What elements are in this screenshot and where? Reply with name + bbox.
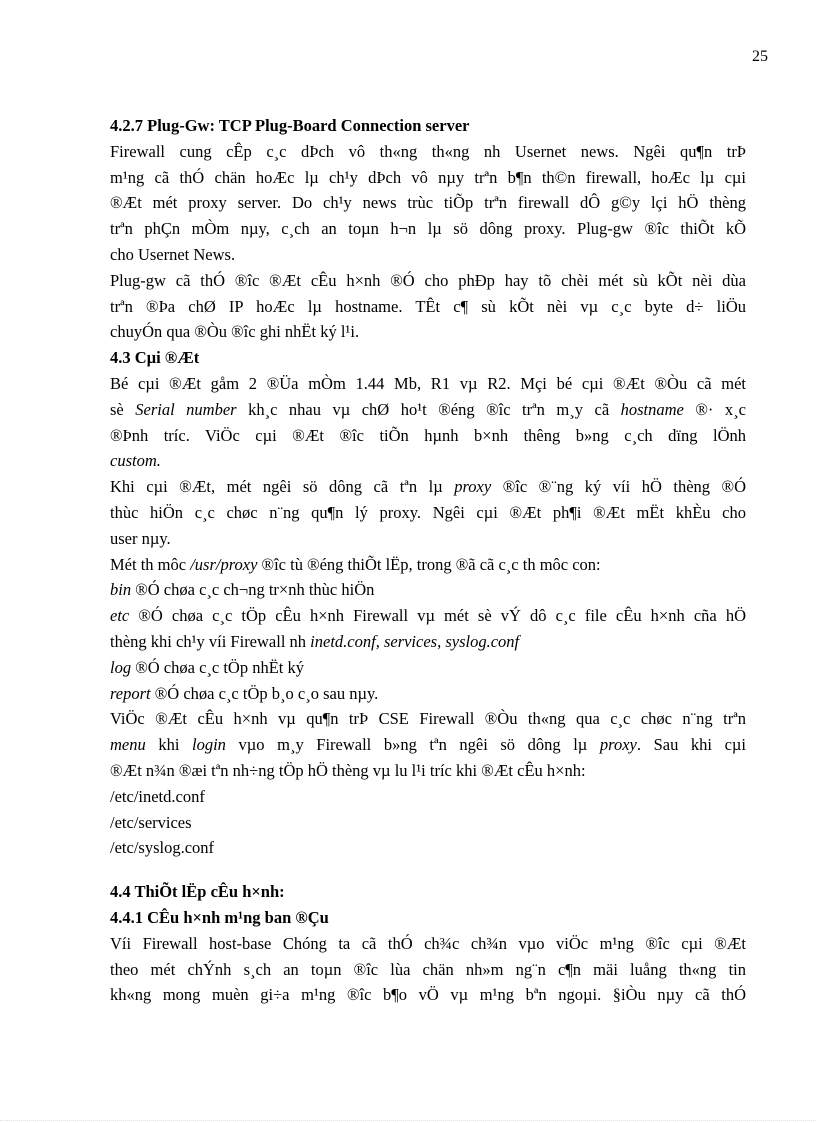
directory-item-log: log ®Ó chøa c¸c tÖp nhËt ký bbox=[110, 657, 304, 677]
paragraph-line: Bé cµi ®Æt gåm 2 ®Üa mÒm 1.44 Mb, R1 vµ R2. Mçi bé cµi ®Æt ®Òu cã mét bbox=[110, 373, 746, 393]
section-heading-4-3: 4.3 Cµi ®Æt bbox=[110, 348, 200, 368]
section-heading-4-4: 4.4 ThiÕt lËp cÊu h×nh: bbox=[110, 882, 285, 902]
paragraph-line: menu khi login vµo m¸y Firewall b»ng tªn ngêi sö dông lµ proxy. Sau khi cµi bbox=[110, 735, 746, 755]
paragraph-line: custom. bbox=[110, 451, 161, 471]
paragraph-line: kh«ng mong muèn gi÷a m¹ng ®îc b¶o vÖ vµ m¹ng bªn ngoµi. §iÒu nµy cã thÓ bbox=[110, 985, 746, 1005]
paragraph-line: trªn ®Þa chØ IP hoÆc lµ hostname. TÊt c¶ sù kÕt nèi vµ c¸c byte d÷ liÖu bbox=[110, 296, 746, 316]
page-number: 25 bbox=[752, 48, 768, 65]
file-path: /etc/syslog.conf bbox=[110, 838, 215, 858]
document-body bbox=[110, 113, 746, 1008]
file-path: /etc/inetd.conf bbox=[110, 786, 205, 806]
paragraph-line: Khi cµi ®Æt, mét ngêi sö dông cã tªn lµ proxy ®îc ®¨ng ký víi hÖ thèng ®Ó bbox=[110, 477, 746, 497]
directory-item-report: report ®Ó chøa c¸c tÖp b¸o c¸o sau nµy. bbox=[110, 683, 379, 703]
file-path: /etc/services bbox=[110, 812, 192, 832]
paragraph-line: chuyÓn qua ®Òu ®îc ghi nhËt ký l¹i. bbox=[110, 322, 360, 342]
page-bottom-rule bbox=[0, 1120, 816, 1121]
directory-item-etc: etc ®Ó chøa c¸c tÖp cÊu h×nh Firewall vµ mét sè vÝ dô c¸c file cÊu h×nh cña hÖ bbox=[110, 606, 746, 626]
paragraph-line: ®Æt n¾n ®æi tªn nh÷ng tÖp hÖ thèng vµ lu l¹i tríc khi ®Æt cÊu h×nh: bbox=[110, 760, 586, 780]
paragraph-line: ®Þnh tríc. ViÖc cµi ®Æt ®îc tiÕn hµnh b×nh thêng b»ng c¸ch dïng lÖnh bbox=[110, 425, 746, 445]
paragraph-line: thèng khi ch¹y víi Firewall nh inetd.conf, services, syslog.conf bbox=[110, 631, 520, 651]
paragraph-line: thùc hiÖn c¸c chøc n¨ng qu¶n lý proxy. Ngêi cµi ®Æt ph¶i ®Æt mËt khÈu cho bbox=[110, 502, 746, 522]
section-heading-4-4-1: 4.4.1 CÊu h×nh m¹ng ban ®Çu bbox=[110, 907, 329, 927]
paragraph-line: Víi Firewall host-base Chóng ta cã thÓ ch¾c ch¾n vµo viÖc m¹ng ®îc cµi ®Æt bbox=[110, 933, 746, 953]
paragraph-line: ViÖc ®Æt cÊu h×nh vµ qu¶n trÞ CSE Firewall ®Òu th«ng qua c¸c chøc n¨ng trªn bbox=[110, 709, 746, 729]
paragraph-line: cho Usernet News. bbox=[110, 244, 236, 264]
paragraph-line: Mét th môc /usr/proxy ®îc tù ®éng thiÕt lËp, trong ®ã cã c¸c th môc con: bbox=[110, 554, 601, 574]
paragraph-line: m¹ng cã thÓ chän hoÆc lµ ch¹y dÞch vô nµy trªn b¶n th©n firewall, hoÆc lµ cµi bbox=[110, 167, 746, 187]
paragraph-line: user nµy. bbox=[110, 528, 171, 548]
paragraph-line: Plug-gw cã thÓ ®îc ®Æt cÊu h×nh ®Ó cho phÐp hay tõ chèi mét sù kÕt nèi dùa bbox=[110, 270, 746, 290]
paragraph-line: sè Serial number kh¸c nhau vµ chØ ho¹t ®éng ®îc trªn m¸y cã hostname ®· x¸c bbox=[110, 399, 746, 419]
paragraph-line: theo mét chÝnh s¸ch an toµn ®îc lùa chän nh»m ng¨n c¶n mäi luång th«ng tin bbox=[110, 959, 746, 979]
paragraph-line: ®Æt mét proxy server. Do ch¹y news trùc tiÕp trªn firewall dÔ g©y lçi hÖ thèng bbox=[110, 193, 746, 213]
paragraph-line: Firewall cung cÊp c¸c dÞch vô th«ng th«ng nh Usernet news. Ngêi qu¶n trÞ bbox=[110, 141, 746, 161]
paragraph-line: trªn phÇn mÒm nµy, c¸ch an toµn h¬n lµ sö dông proxy. Plug-gw ®îc thiÕt kÕ bbox=[110, 219, 746, 239]
directory-item-bin: bin ®Ó chøa c¸c ch¬ng tr×nh thùc hiÖn bbox=[110, 580, 375, 600]
section-heading-4-2-7: 4.2.7 Plug-Gw: TCP Plug-Board Connection server bbox=[110, 116, 470, 135]
